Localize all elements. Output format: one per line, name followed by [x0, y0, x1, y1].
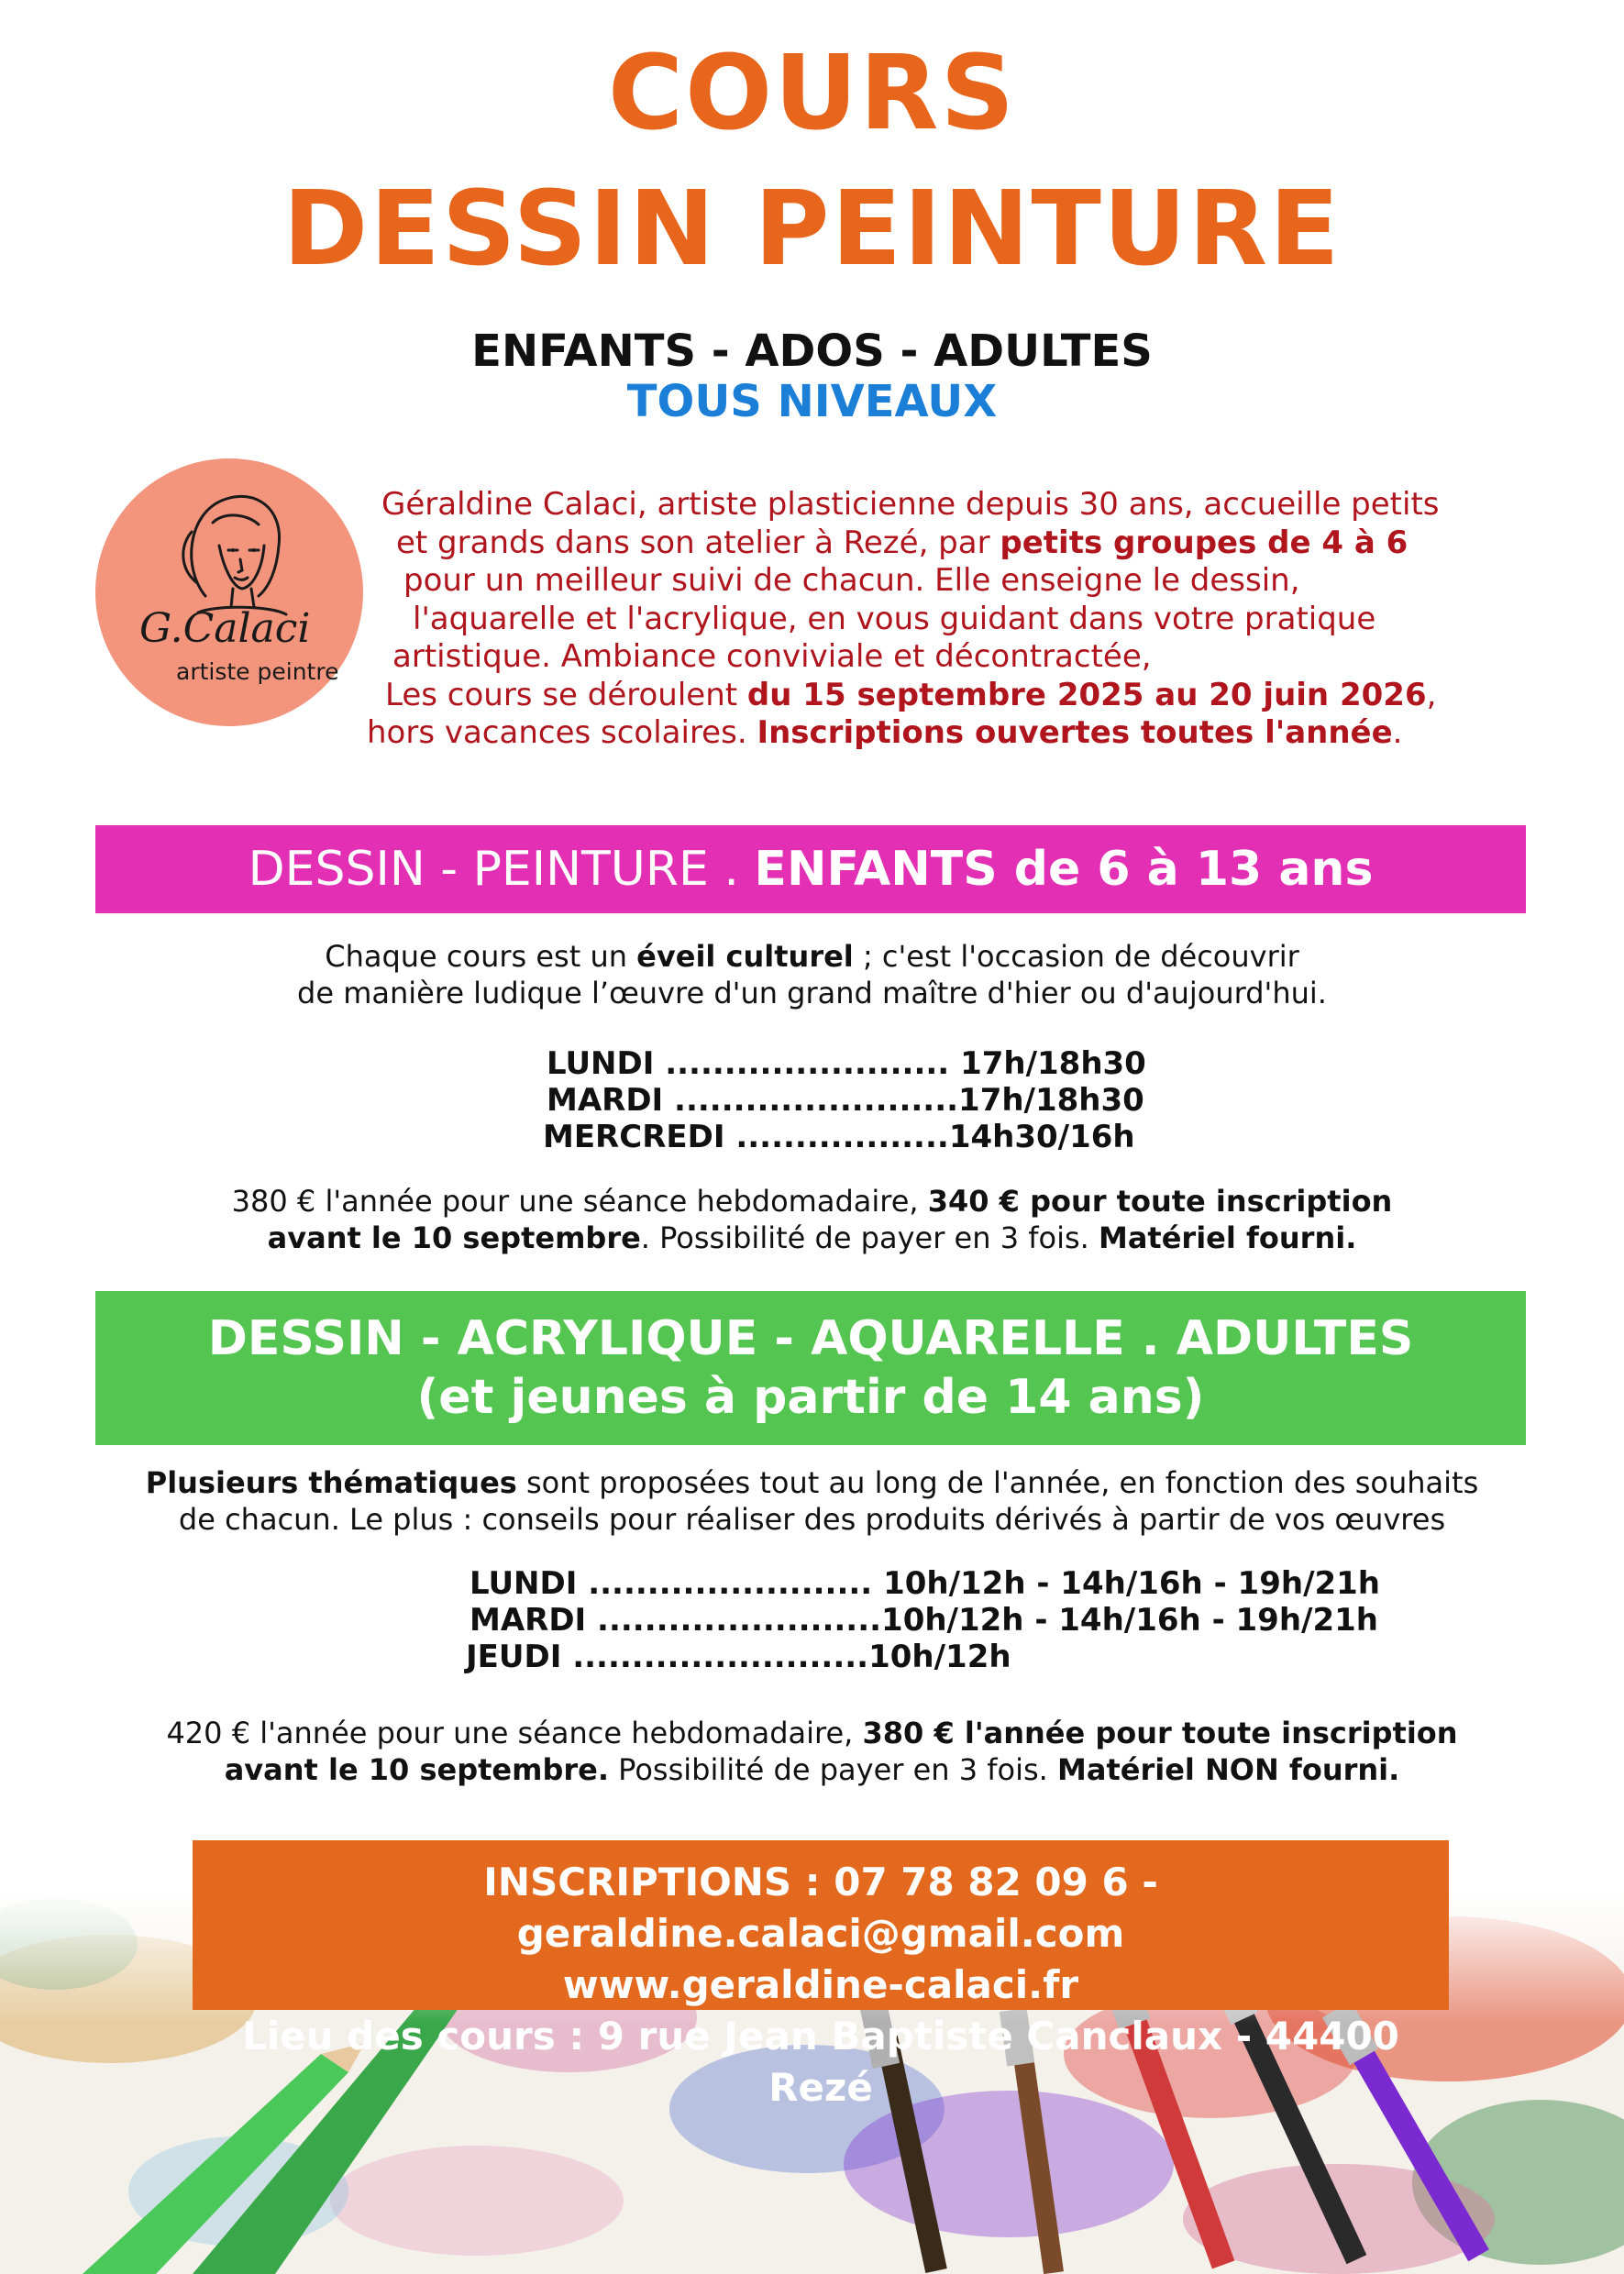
schedule-day: LUNDI	[470, 1565, 578, 1602]
schedule-row	[547, 1082, 1146, 1119]
intro-line: artistique. Ambiance conviviale et décontractée,	[392, 638, 1152, 675]
adults-section-banner	[95, 1291, 1526, 1445]
kids-section-banner	[95, 825, 1526, 913]
intro-line: Géraldine Calaci, artiste plasticienne depuis 30 ans, accueille petits	[381, 486, 1440, 523]
schedule-time: 10h/12h	[868, 1639, 1011, 1675]
price-highlight: avant le 10 septembre	[267, 1220, 641, 1255]
intro-line: .	[1392, 714, 1403, 751]
schedule-dots: .........................	[561, 1639, 869, 1675]
page-title-line2: DESSIN PEINTURE	[282, 170, 1342, 289]
adults-schedule	[466, 1565, 1381, 1675]
intro-line: l'aquarelle et l'acrylique, en vous guidant dans votre pratique	[413, 600, 1376, 637]
schedule-dots: ........................	[663, 1082, 959, 1119]
schedule-row	[466, 1639, 1380, 1675]
intro-registration: Inscriptions ouvertes toutes l'année	[757, 714, 1393, 751]
adults-desc-text: de chacun. Le plus : conseils pour réaliser des produits dérivés à partir de vos œuvres	[178, 1502, 1446, 1537]
artist-logo	[95, 458, 363, 726]
logo-signature: G.Calaci	[139, 605, 311, 652]
page-title-line1: COURS	[607, 34, 1017, 153]
price-text: 420 € l'année pour une séance hebdomadaire,	[166, 1716, 863, 1750]
level-subtitle: TOUS NIVEAUX	[626, 376, 998, 427]
kids-desc-text: de manière ludique l’œuvre d'un grand maître d'hier ou d'aujourd'hui.	[297, 976, 1327, 1010]
schedule-row	[547, 1045, 1146, 1082]
adults-description	[0, 1464, 1624, 1538]
adults-banner-line1: DESSIN - ACRYLIQUE - AQUARELLE . ADULTES	[207, 1311, 1414, 1366]
logo-subtitle: artiste peintre	[176, 658, 339, 685]
intro-dates: du 15 septembre 2025 au 20 juin 2026	[746, 676, 1427, 713]
schedule-time: 17h/18h30	[958, 1082, 1144, 1119]
schedule-dots: ..................	[724, 1119, 949, 1155]
schedule-time: 10h/12h - 14h/16h - 19h/21h	[881, 1602, 1378, 1639]
intro-line: ,	[1426, 676, 1437, 713]
schedule-day: LUNDI	[547, 1045, 655, 1082]
contact-website-link[interactable]: www.geraldine-calaci.fr	[562, 1962, 1079, 2007]
schedule-time: 17h/18h30	[960, 1045, 1146, 1082]
intro-line: et grands dans son atelier à Rezé, par	[396, 524, 1000, 561]
schedule-dots: ........................	[654, 1045, 961, 1082]
adults-desc-text: sont proposées tout au long de l'année, en fonction des souhaits	[516, 1465, 1479, 1500]
schedule-row	[543, 1119, 1146, 1155]
schedule-dots: ........................	[577, 1565, 884, 1602]
contact-box	[193, 1840, 1449, 2110]
schedule-dots: ........................	[586, 1602, 882, 1639]
intro-highlight: petits groupes de 4 à 6	[1000, 524, 1409, 561]
price-highlight: 380 € l'année pour toute inscription	[862, 1716, 1458, 1750]
schedule-day: MERCREDI	[543, 1119, 725, 1155]
adults-pricing	[0, 1715, 1624, 1788]
kids-desc-text: ; c'est l'occasion de découvrir	[853, 939, 1299, 974]
schedule-day: JEUDI	[466, 1639, 562, 1675]
kids-banner-age: ENFANTS de 6 à 13 ans	[754, 842, 1374, 897]
schedule-row	[470, 1602, 1380, 1639]
intro-paragraph	[365, 486, 1557, 753]
price-text: Possibilité de payer en 3 fois.	[609, 1752, 1057, 1787]
price-highlight: 340 € pour toute inscription	[927, 1184, 1393, 1219]
intro-line: Les cours se déroulent	[385, 676, 747, 713]
schedule-time: 10h/12h - 14h/16h - 19h/21h	[883, 1565, 1381, 1602]
kids-desc-highlight: éveil culturel	[636, 939, 854, 974]
portrait-drawing-icon	[95, 458, 363, 726]
kids-pricing	[0, 1183, 1624, 1256]
intro-line: pour un meilleur suivi de chacun. Elle enseigne le dessin,	[403, 562, 1300, 599]
material-note: Matériel NON fourni.	[1057, 1752, 1400, 1787]
kids-desc-text: Chaque cours est un	[325, 939, 637, 974]
contact-address: Lieu des cours : 9 rue Jean Baptiste Canclaux - 44400 Rezé	[242, 2014, 1399, 2110]
audience-subtitle: ENFANTS - ADOS - ADULTES	[471, 326, 1153, 377]
adults-banner-line2: (et jeunes à partir de 14 ans)	[416, 1370, 1205, 1425]
contact-phone-email[interactable]: INSCRIPTIONS : 07 78 82 09 6 - geraldine.calaci@gmail.com	[483, 1860, 1158, 1956]
price-text: . Possibilité de payer en 3 fois.	[640, 1220, 1099, 1255]
material-note: Matériel fourni.	[1098, 1220, 1357, 1255]
kids-schedule	[543, 1045, 1146, 1155]
kids-banner-label: DESSIN - PEINTURE .	[248, 842, 755, 897]
schedule-time: 14h30/16h	[948, 1119, 1135, 1155]
intro-line: hors vacances scolaires.	[367, 714, 757, 751]
schedule-row	[470, 1565, 1380, 1602]
kids-description	[0, 938, 1624, 1011]
schedule-day: MARDI	[470, 1602, 587, 1639]
adults-desc-highlight: Plusieurs thématiques	[145, 1465, 517, 1500]
price-highlight: avant le 10 septembre.	[224, 1752, 609, 1787]
schedule-day: MARDI	[547, 1082, 664, 1119]
price-text: 380 € l'année pour une séance hebdomadaire,	[231, 1184, 928, 1219]
